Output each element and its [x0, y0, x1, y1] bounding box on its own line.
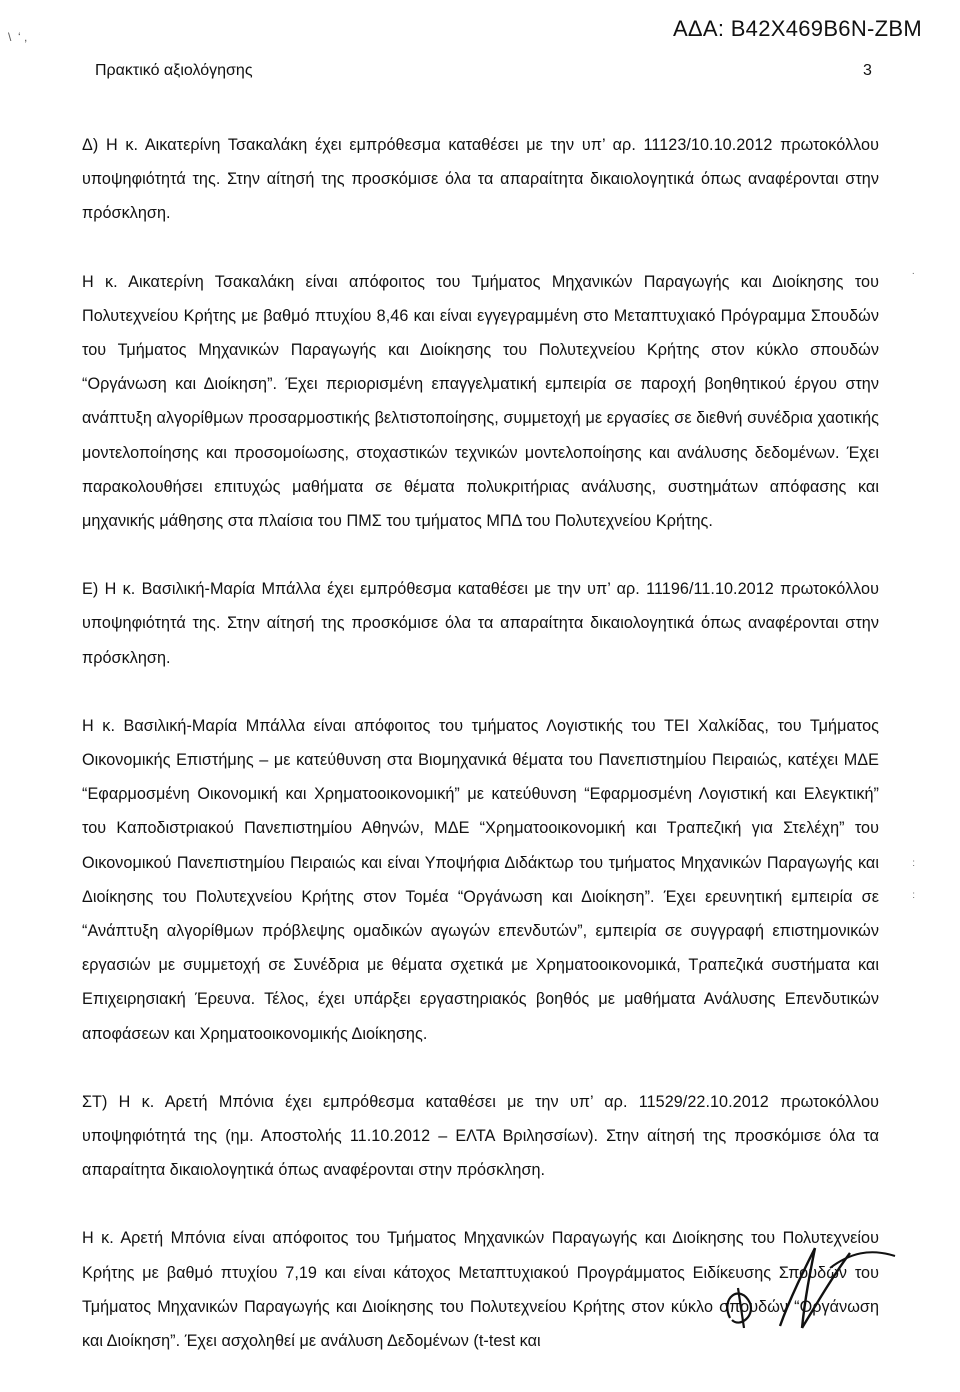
header-title: Πρακτικό αξιολόγησης [95, 62, 253, 79]
scan-dot: · [911, 268, 915, 279]
scan-dot: : [912, 858, 915, 869]
signature-initials [710, 1228, 920, 1338]
paragraph-e-submission: Ε) Η κ. Βασιλική-Μαρία Μπάλλα έχει εμπρόθεσμα καταθέσει με την υπ’ αρ. 11196/11.10.2012 πρωτοκόλλου υποψηφιότητά της. Στην αίτησή της προσκόμισε όλα τα απαραίτητα δικαιολογητικά όπως αναφέρονται στην πρόσκληση. [82, 580, 879, 667]
scan-dot: : [912, 890, 915, 901]
scan-marks: \ ‘ , [8, 30, 28, 44]
paragraph-d-submission: Δ) Η κ. Αικατερίνη Τσακαλάκη έχει εμπρόθεσμα καταθέσει με την υπ’ αρ. 11123/10.10.2012 πρωτοκόλλου υποψηφιότητά της. Στην αίτησή της προσκόμισε όλα τα απαραίτητα δικαιολογητικά όπως αναφέρονται στην πρόσκληση. [82, 136, 879, 223]
document-body [82, 128, 879, 1392]
paragraph-st-submission: ΣΤ) Η κ. Αρετή Μπόνια έχει εμπρόθεσμα καταθέσει με την υπ’ αρ. 11529/22.10.2012 πρωτοκόλλου υποψηφιότητά της (ημ. Αποστολής 11.10.2012 – ΕΛΤΑ Βριλησσίων). Στην αίτησή της προσκόμισε όλα τα απαραίτητα δικαιολογητικά όπως αναφέρονται στην πρόσκληση. [82, 1092, 879, 1180]
ada-code: ΑΔΑ: Β42Χ469Β6Ν-ΖΒΜ [672, 16, 922, 41]
paragraph-d-profile: Η κ. Αικατερίνη Τσακαλάκη είναι απόφοιτος του Τμήματος Μηχανικών Παραγωγής και Διοίκησης του Πολυτεχνείου Κρήτης με βαθμό πτυχίου 8,46 και είναι εγγεγραμμένη στο Μεταπτυχιακό Πρόγραμμα Σπουδών του Τμήματος Μηχανικών Παραγωγής και Διοίκησης του Πολυτεχνείου Κρήτης στον κύκλο σπουδών “Οργάνωση και Διοίκηση”. Έχει περιορισμένη επαγγελματική εμπειρία σε παροχή βοηθητικού έργου στην ανάπτυξη αλγορίθμων προσαρμοστικής βελτιστοποίησης, συμμετοχή με εργασίες σε διεθνή συνέδρια χαοτικής μοντελοποίησης και προσομοίωσης, στοχαστικών τεχνικών μοντελοποίησης και ανάλυσης δεδομένων. Έχει παρακολουθήσει επιτυχώς μαθήματα σε θέματα πολυκριτήριας ανάλυσης, συστημάτων απόφασης και μηχανικής μάθησης στα πλαίσια του ΠΜΣ του τμήματος ΜΠΔ του Πολυτεχνείου Κρήτης. [82, 272, 879, 531]
paragraph-st-profile: Η κ. Αρετή Μπόνια είναι απόφοιτος του Τμήματος Μηχανικών Παραγωγής και Διοίκησης του Πολυτεχνείου Κρήτης με βαθμό πτυχίου 7,19 και είναι κάτοχος Μεταπτυχιακού Προγράμματος Ειδίκευσης Σπουδών του Τμήματος Μηχανικών Παραγωγής και Διοίκησης του Πολυτεχνείου Κρήτης στον κύκλο σπουδών “Οργάνωση και Διοίκηση”. Έχει ασχοληθεί με ανάλυση Δεδομένων (t-test και [82, 1229, 879, 1351]
paragraph-e-profile: Η κ. Βασιλική-Μαρία Μπάλλα είναι απόφοιτος του τμήματος Λογιστικής του ΤΕΙ Χαλκίδας, του Τμήματος Οικονομικής Επιστήμης – με κατεύθυνση στα Βιομηχανικά θέματα του Πανεπιστημίου Πειραιώς, κατέχει ΜΔΕ “Εφαρμοσμένη Οικονομική και Χρηματοοικονομική” με κατεύθυνση “Εφαρμοσμένη Λογιστική και Ελεγκτική” του Καποδιστριακού Πανεπιστημίου Αθηνών, ΜΔΕ “Χρηματοοικονομική και Τραπεζική για Στελέχη” του Οικονομικού Πανεπιστημίου Πειραιώς και είναι Υποψήφια Διδάκτωρ του τμήματος Μηχανικών Παραγωγής και Διοίκησης του Πολυτεχνείου Κρήτης στον Τομέα “Οργάνωση και Διοίκηση”. Έχει ερευνητική εμπειρία σε “Ανάπτυξη αλγορίθμων πρόβλεψης ομαδικών αγωγών επενδυτών”, εμπειρία σε συγγραφή επιστημονικών εργασιών με συμμετοχή σε Συνέδρια με θέματα σχετικά με Χρηματοοικονομικά, Τραπεζικά συστήματα και Επιχειρησιακή Έρευνα. Τέλος, έχει υπάρξει εργαστηριακός βοηθός με μαθήματα Ανάλυσης Επενδυτικών αποφάσεων και Χρηματοοικονομικής Διοίκησης. [82, 716, 879, 1043]
page-number: 3 [863, 62, 872, 79]
